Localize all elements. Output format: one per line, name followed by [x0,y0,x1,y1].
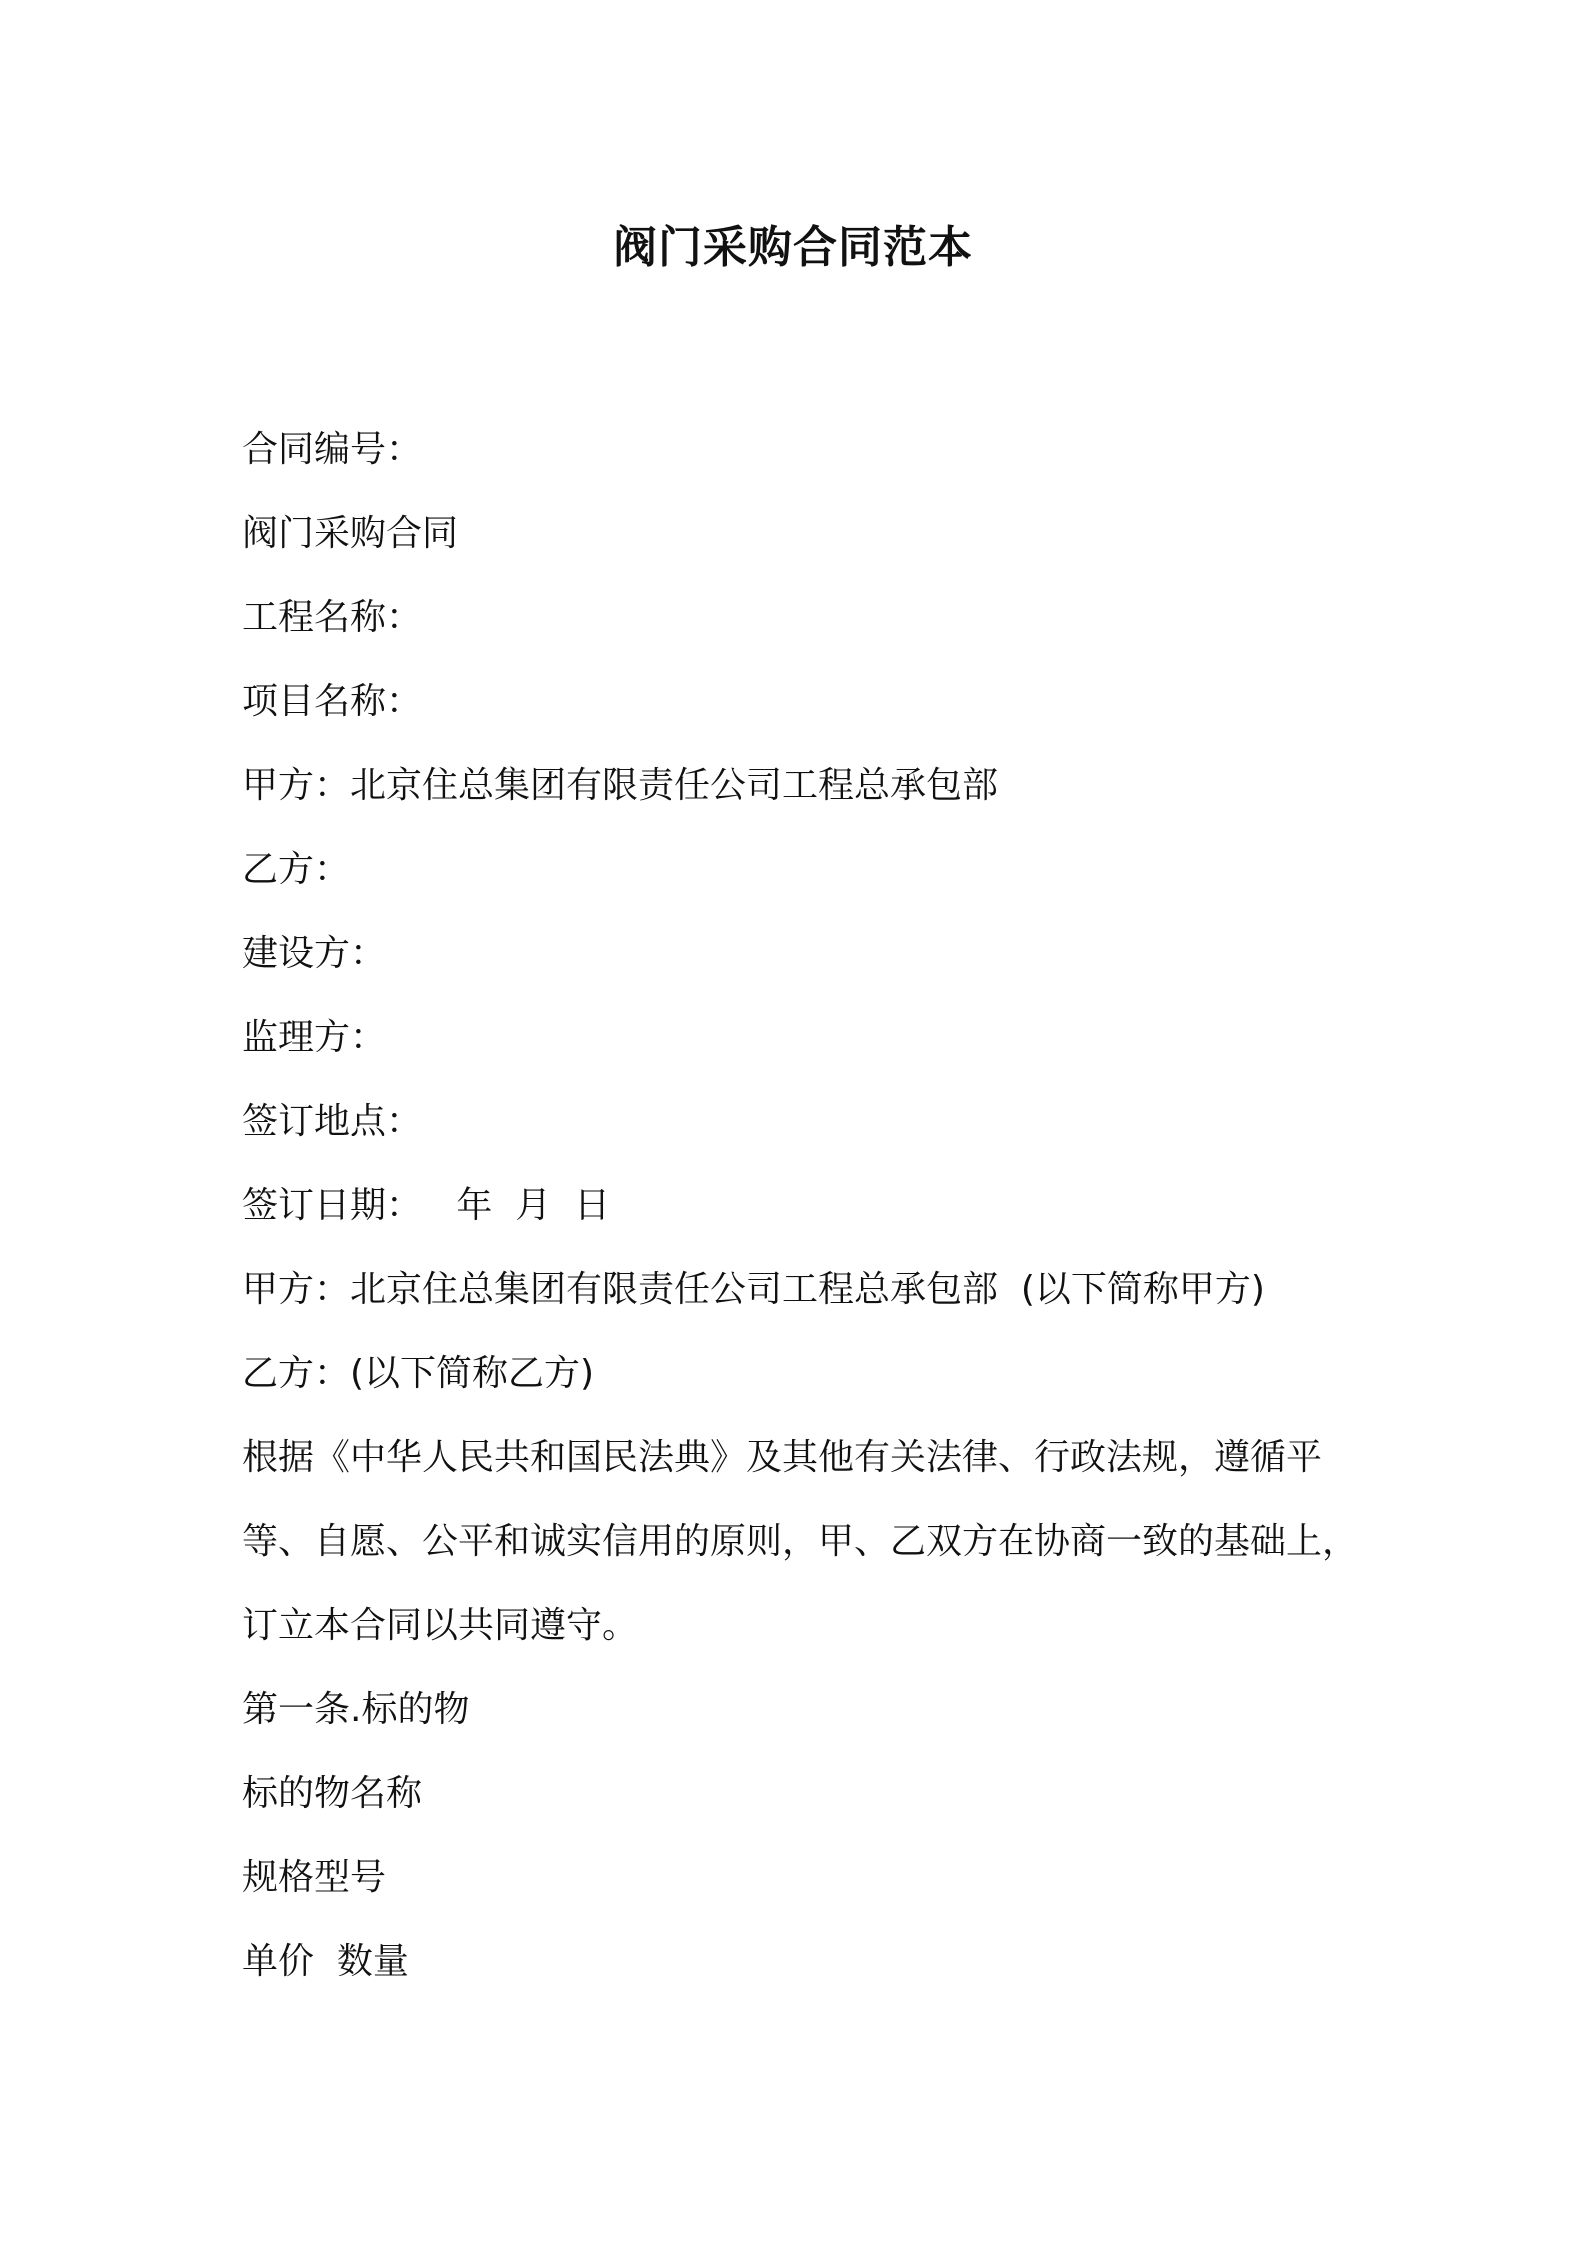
party-a-full-line: 甲方：北京住总集团有限责任公司工程总承包部 (以下简称甲方) [242,1269,1265,1310]
article-1-item: 规格型号 [242,1857,387,1898]
preamble-paragraph: 根据《中华人民共和国民法典》及其他有关法律、行政法规，遵循平等、自愿、公平和诚实信用的原则，甲、乙双方在协商一致的基础上，订立本合同以共同遵守。 [242,1437,1359,1646]
party-b-full-line: 乙方：(以下简称乙方) [242,1353,595,1394]
project-name-line: 项目名称： [242,681,423,722]
builder-line: 建设方： [242,933,387,974]
article-1-item: 标的物名称 [242,1773,423,1814]
article-1-item: 单价 数量 [242,1941,409,1982]
contract-number-line: 合同编号： [242,429,423,470]
document-body [242,408,1362,2004]
contract-name-line: 阀门采购合同 [242,513,459,554]
sign-place-line: 签订地点： [242,1101,423,1142]
party-b-line: 乙方： [242,849,351,890]
supervisor-line: 监理方： [242,1017,387,1058]
engineering-name-line: 工程名称： [242,597,423,638]
sign-date-line: 签订日期： 年 月 日 [242,1185,611,1226]
article-1-heading: 第一条.标的物 [242,1689,470,1730]
party-a-line: 甲方：北京住总集团有限责任公司工程总承包部 [242,765,999,806]
document-title: 阀门采购合同范本 [613,222,973,273]
